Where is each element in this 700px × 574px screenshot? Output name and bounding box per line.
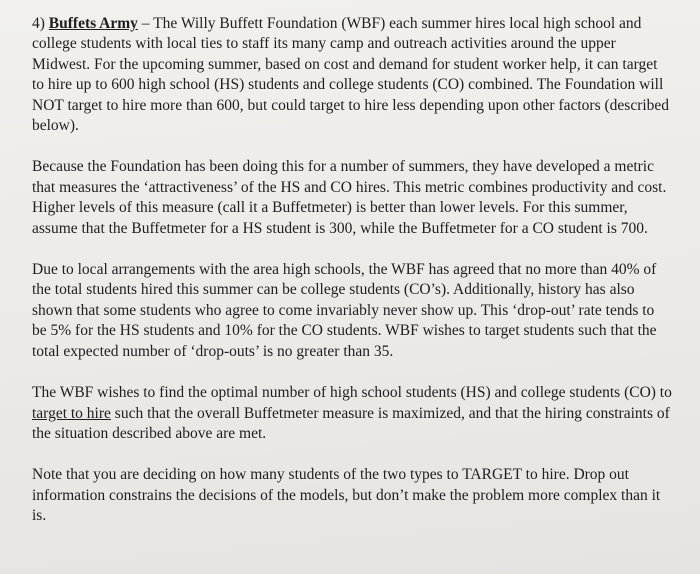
intro-text: The Willy Buffett Foundation (WBF) each summer hires local high school and college students with local ties to staff its many camp and outreach activities around the upper Midwest. For the upcoming summer, based on cost and demand for student worker help, it can target to hire up to 600 high school (HS) students and college students (CO) combined. The Foundation will NOT target to hire more than 600, but could target to hire less depending upon other factors (described below). [32, 15, 670, 135]
paragraph-note: Note that you are deciding on how many students of the two types to TARGET to hire. Drop out information constrains the decisions of the models, but don’t make the problem more complex than it is. [32, 466, 661, 525]
paragraph-constraints: Due to local arrangements with the area high schools, the WBF has agreed that no more than 40% of the total students hired this summer can be college students (CO’s). Additionally, history has also shown that some students who agree to come invariably never show up. This ‘drop-out’ rate tends to be 5% for the HS students and 10% for the CO students. WBF wishes to target students such that the total expected number of ‘drop-outs’ is no greater than 35. [32, 261, 657, 360]
paragraph-buffetmeter: Because the Foundation has been doing this for a number of summers, they have developed a metric that measures the ‘attractiveness’ of the HS and CO hires. This metric combines productivity and cost. Higher levels of this measure (call it a Buffetmeter) is better than lower levels. For this summer, assume that the Buffetmeter for a HS student is 300, while the Buffetmeter for a CO student is 700. [32, 158, 667, 237]
objective-text-start: The WBF wishes to find the optimal number of high school students (HS) and college students (CO) to [32, 384, 672, 402]
problem-number: 4) [32, 15, 45, 32]
problem-title: Buffets Army [48, 15, 138, 32]
paragraph-intro [32, 14, 672, 136]
objective-text-end: such that the overall Buffetmeter measure is maximized, and that the hiring constraints of the situation described above are met. [32, 404, 670, 442]
paragraph-objective [32, 383, 672, 444]
title-dash: – [137, 15, 154, 32]
target-to-hire-underline: target to hire [32, 404, 111, 422]
